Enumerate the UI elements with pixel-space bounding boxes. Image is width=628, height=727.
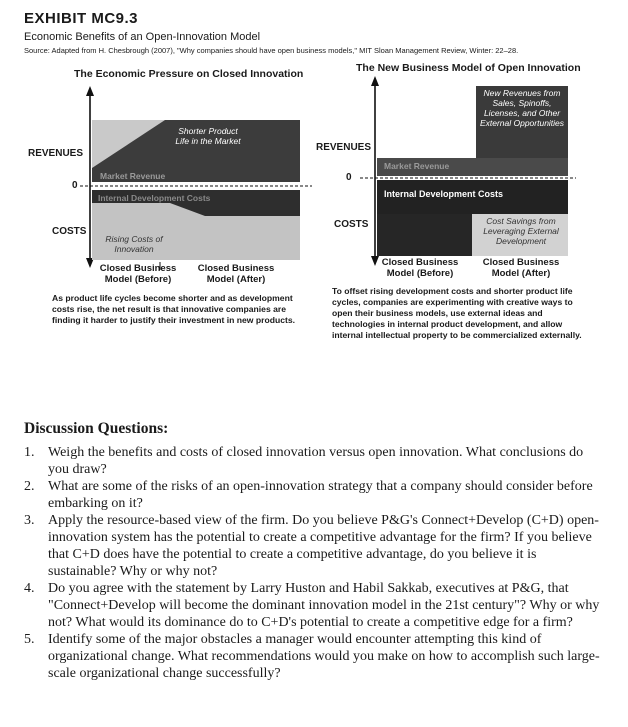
question-text: Identify some of the major obstacles a manager would encounter attempting this kind of organizational change. What recommendations would you make on how to accomplish such large-scale organizational change successfully? — [48, 632, 600, 681]
question-number: 5. — [24, 632, 35, 647]
question-number: 4. — [24, 581, 35, 596]
left-revenues-label: REVENUES — [28, 148, 84, 159]
left-before-label: Closed Business Model (Before) — [99, 263, 177, 285]
question-number: 2. — [24, 479, 35, 494]
question-text: Weigh the benefits and costs of closed innovation versus open innovation. What conclusions do you draw? — [48, 445, 584, 477]
right-figure-title: The New Business Model of Open Innovation — [356, 62, 581, 74]
question-number: 3. — [24, 513, 35, 528]
right-revenues-label: REVENUES — [316, 142, 372, 153]
question-text: Apply the resource-based view of the firm. Do you believe P&G's Connect+Develop (C+D) open-innovation system has the potential to create a competitive advantage for the firm? If you believe that C+D does have the potential to create a competitive advantage, do you believe it is sustainable? Why or why not? — [48, 513, 599, 579]
left-market-revenue-label: Market Revenue — [100, 171, 166, 181]
exhibit-source: Source: Adapted from H. Chesbrough (2007), "Why companies should have open business models," MIT Sloan Management Review, Winter: 22–28. — [24, 46, 519, 55]
right-caption: To offset rising development costs and shorter product life cycles, companies are experimenting with creative ways to open their business models, use external ideas and technologies in internal product development, and allow internal intellectual property to be commercialized externally. — [332, 286, 582, 340]
right-market-revenue-label: Market Revenue — [384, 161, 450, 171]
right-costs-label: COSTS — [334, 219, 369, 230]
left-costs-label: COSTS — [52, 226, 87, 237]
discussion-questions — [24, 444, 604, 682]
right-after-label: Closed Business Model (After) — [482, 257, 560, 279]
question-text: Do you agree with the statement by Larry Huston and Habil Sakkab, executives at P&G, that "Connect+Develop will become the dominant innovation model in the 21st century"? Why or why not? What would its dominance do to C+D's potential to create a competitive edge for a firm? — [48, 581, 600, 630]
exhibit-subtitle: Economic Benefits of an Open-Innovation Model — [24, 31, 261, 43]
question-text: What are some of the risks of an open-innovation strategy that a company should consider before embarking on it? — [48, 479, 593, 511]
left-rising-costs-label: Rising Costs of Innovation — [105, 234, 163, 254]
question-item — [24, 444, 604, 478]
right-costs-before — [377, 214, 472, 256]
right-internal-costs-label: Internal Development Costs — [384, 189, 504, 199]
left-caption: As product life cycles become shorter and as development costs rise, the net result is that innovative companies are finding it harder to justify their investment in new products. — [52, 293, 296, 325]
right-zero-label: 0 — [346, 172, 352, 183]
left-y-arrow-up — [86, 86, 94, 96]
discussion-title: Discussion Questions: — [24, 420, 169, 437]
right-new-revenues-label: New Revenues from Sales, Spinoffs, Licenses, and Other External Opportunities — [479, 88, 565, 128]
question-item — [24, 478, 604, 512]
left-internal-costs-label: Internal Development Costs — [98, 193, 211, 203]
left-after-label: Closed Business Model (After) — [197, 263, 275, 285]
right-cost-savings-label: Cost Savings from Leveraging External Development — [483, 216, 559, 246]
exhibit-label: EXHIBIT MC9.3 — [24, 10, 139, 27]
left-shorter-life-label: Shorter Product Life in the Market — [175, 126, 241, 146]
left-figure-title: The Economic Pressure on Closed Innovation — [74, 68, 304, 80]
left-zero-label: 0 — [72, 180, 78, 191]
question-item — [24, 631, 604, 682]
question-number: 1. — [24, 445, 35, 460]
right-y-arrow-up — [371, 76, 379, 86]
question-item — [24, 580, 604, 631]
question-item — [24, 512, 604, 580]
right-before-label: Closed Business Model (Before) — [381, 257, 459, 279]
